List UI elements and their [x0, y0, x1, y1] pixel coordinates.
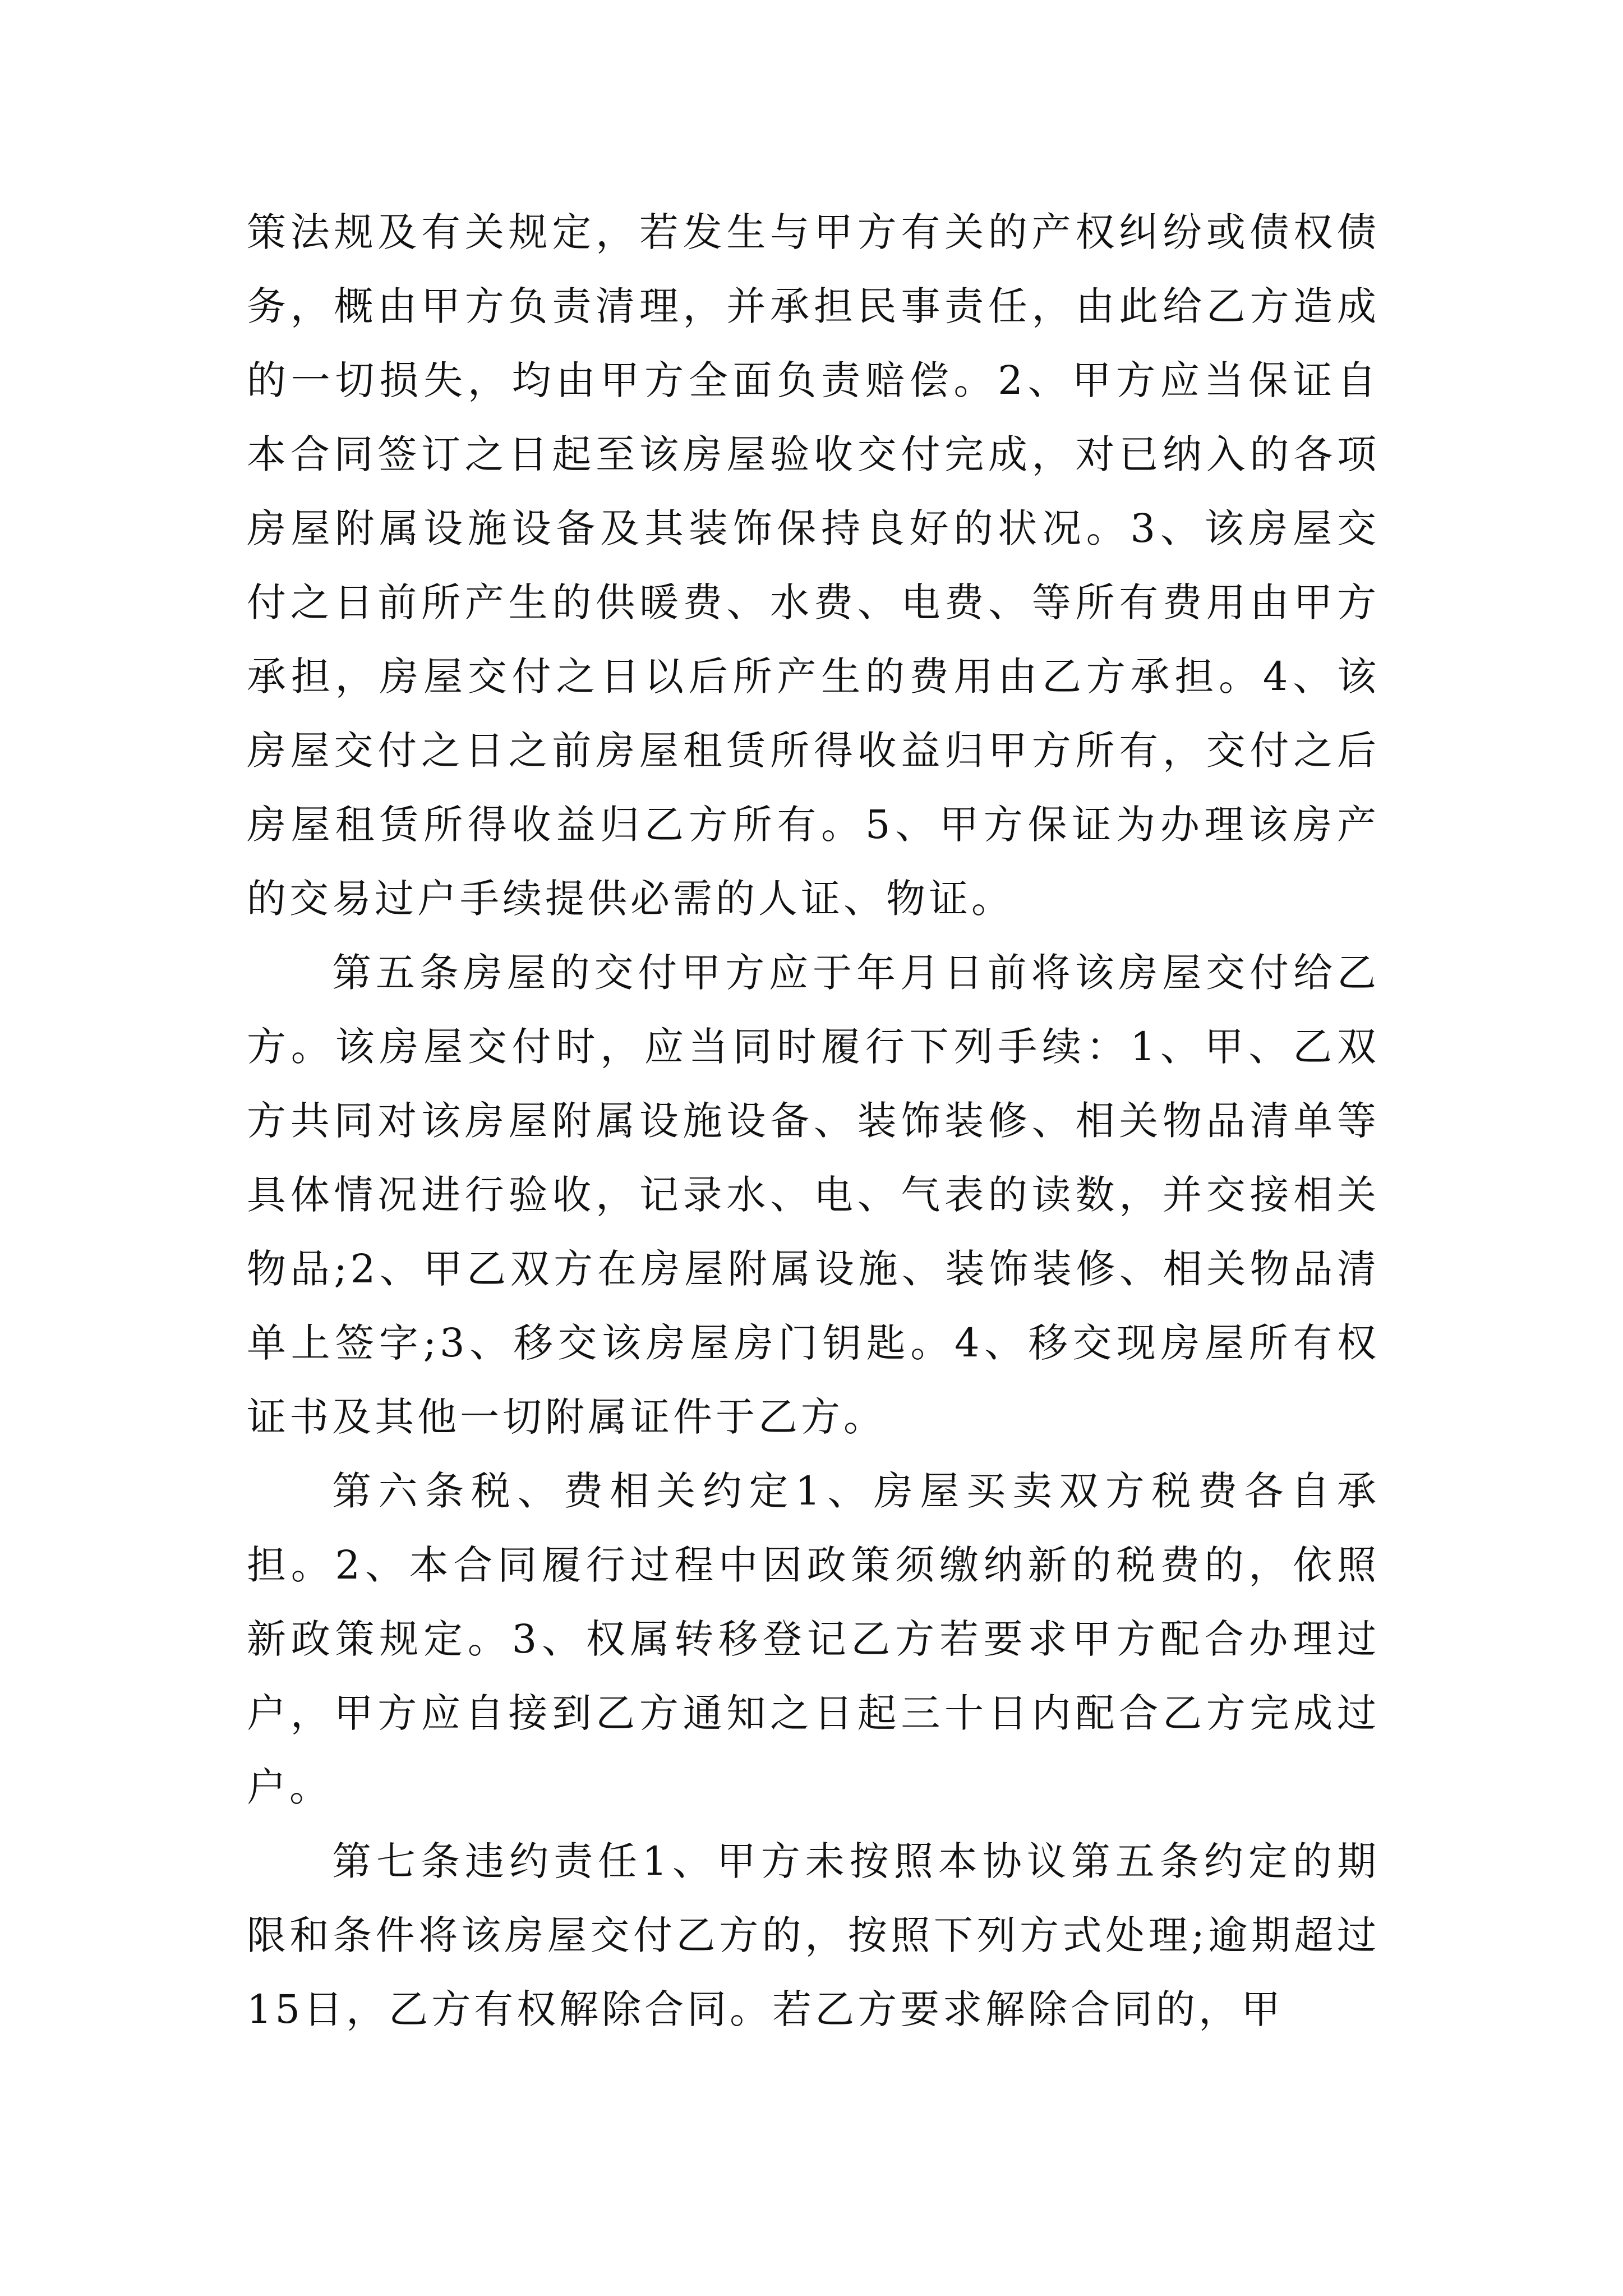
- paragraph-article-7: 第七条违约责任1、甲方未按照本协议第五条约定的期限和条件将该房屋交付乙方的，按照下列方式处理;逾期超过15日，乙方有权解除合同。若乙方要求解除合同的，甲: [247, 1838, 1380, 2032]
- paragraph-article-5: 第五条房屋的交付甲方应于年月日前将该房屋交付给乙方。该房屋交付时，应当同时履行下列手续：1、甲、乙双方共同对该房屋附属设施设备、装饰装修、相关物品清单等具体情况进行验收，记录水、电、气表的读数，并交接相关物品;2、甲乙双方在房屋附属设施、装饰装修、相关物品清单上签字;3、移交该房屋房门钥匙。4、移交现房屋所有权证书及其他一切附属证件于乙方。: [247, 950, 1380, 1440]
- contract-body: [247, 195, 1380, 2046]
- paragraph-continuation: 策法规及有关规定，若发生与甲方有关的产权纠纷或债权债务，概由甲方负责清理，并承担民事责任，由此给乙方造成的一切损失，均由甲方全面负责赔偿。2、甲方应当保证自本合同签订之日起至该房屋验收交付完成，对已纳入的各项房屋附属设施设备及其装饰保持良好的状况。3、该房屋交付之日前所产生的供暖费、水费、电费、等所有费用由甲方承担，房屋交付之日以后所产生的费用由乙方承担。4、该房屋交付之日之前房屋租赁所得收益归甲方所有，交付之后房屋租赁所得收益归乙方所有。5、甲方保证为办理该房产的交易过户手续提供必需的人证、物证。: [247, 209, 1380, 922]
- paragraph-article-6: 第六条税、费相关约定1、房屋买卖双方税费各自承担。2、本合同履行过程中因政策须缴纳新的税费的，依照新政策规定。3、权属转移登记乙方若要求甲方配合办理过户，甲方应自接到乙方通知之日起三十日内配合乙方完成过户。: [247, 1468, 1380, 1810]
